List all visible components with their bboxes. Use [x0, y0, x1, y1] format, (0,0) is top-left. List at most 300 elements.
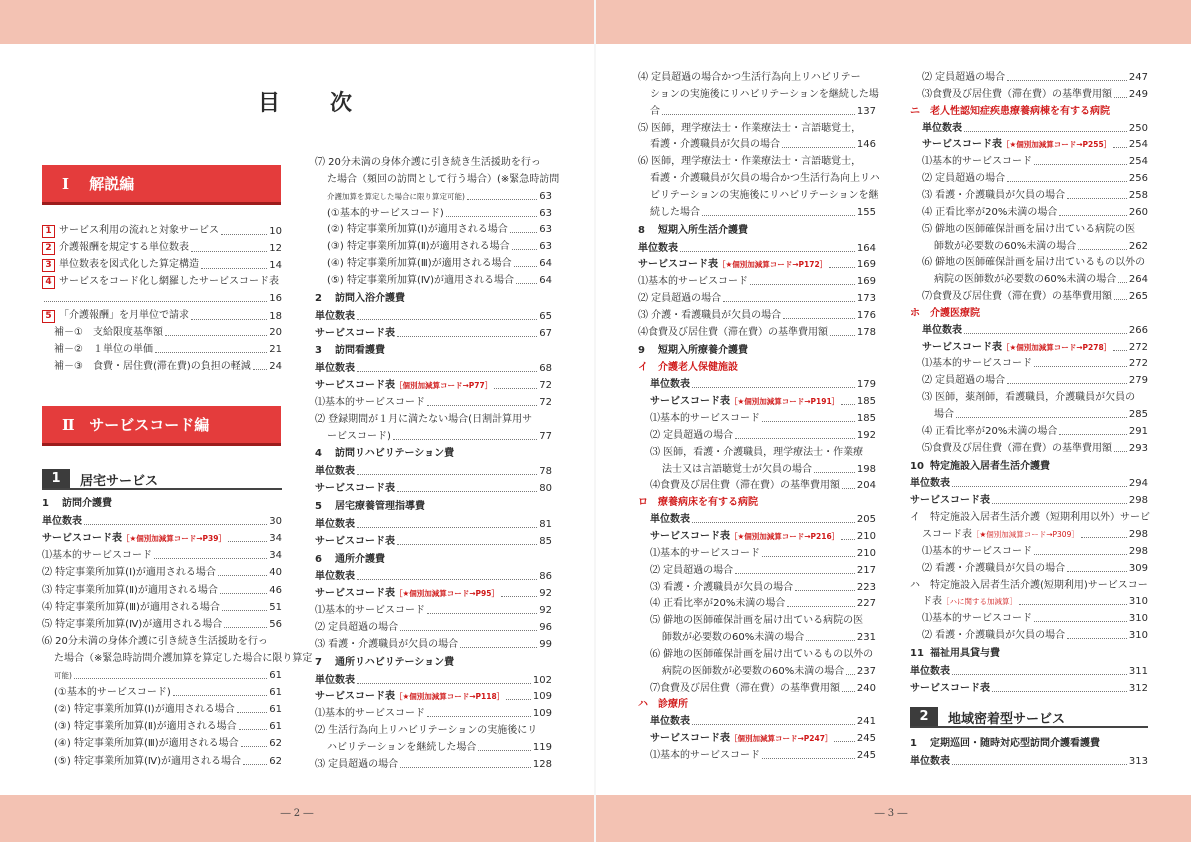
entry-text: 単位数表 [315, 466, 355, 478]
toc-entry [922, 342, 1148, 354]
toc-entry [922, 139, 1148, 151]
entry-title [54, 704, 235, 716]
page-ref: 291 [1128, 425, 1148, 437]
entry-text: ⑶ 医師，薬剤師，看護職員，介護職員が欠員の [922, 392, 1136, 404]
entry-title [315, 675, 355, 687]
toc-entry [315, 363, 552, 375]
toc-entry [327, 742, 552, 754]
part-1-label: 解説編 [89, 175, 135, 193]
dot-leader [830, 335, 855, 336]
entry-text: 単位数表 [315, 363, 355, 375]
entry-text: 単位数表 [650, 514, 690, 526]
entry-title [650, 615, 863, 626]
dot-leader [173, 695, 267, 696]
section-number: 1 [42, 469, 70, 489]
category-heading: ロ 療養病床を有する病院 [638, 497, 758, 509]
page-ref: 34 [269, 533, 282, 545]
page-ref: 254 [1128, 156, 1148, 168]
toc-entry [910, 683, 1148, 695]
entry-title [327, 174, 559, 185]
entry-text: ⑵ 特定事業所加算(Ⅰ)が適用される場合 [42, 567, 216, 579]
entry-title [922, 257, 1145, 268]
subsection-title: 通所介護費 [335, 553, 385, 565]
page-ref: 258 [1128, 189, 1148, 201]
entry-text: ド表 [922, 596, 942, 608]
subsection-heading [638, 225, 748, 237]
entry-title [42, 310, 189, 323]
dot-leader [357, 579, 537, 580]
subsection-number: 5 [315, 501, 322, 512]
dot-leader [692, 724, 855, 725]
page-ref: 21 [269, 344, 282, 355]
entry-text: ⑴基本的サービスコード [42, 550, 152, 562]
section-number: 2 [910, 707, 938, 727]
dot-leader [400, 767, 531, 768]
dot-leader [662, 114, 855, 115]
dot-leader [1118, 282, 1127, 283]
entry-text: 単位数表 [650, 379, 690, 391]
dot-leader [952, 486, 1127, 487]
page-ref: 240 [856, 682, 876, 694]
subsection-title: 短期入所生活介護費 [658, 224, 748, 236]
page-ref: 92 [539, 605, 552, 617]
toc-entry [54, 756, 282, 768]
entry-text: 補－① 支給限度基準額 [54, 327, 163, 338]
page-ref: 72 [539, 396, 552, 408]
dot-leader [842, 691, 855, 692]
toc-entry [54, 687, 282, 699]
entry-text: ハビリテーションを継続した場合 [327, 741, 477, 753]
entry-title [327, 258, 512, 270]
page-ref: 64 [539, 258, 552, 270]
entry-text: ⑹ 僻地の医師確保計画を届け出ているもの以外の [650, 648, 874, 660]
subsection-number: 4 [315, 448, 322, 460]
entry-title [650, 139, 780, 151]
dot-leader [1034, 366, 1127, 367]
entry-title [650, 649, 873, 660]
entry-title [650, 565, 733, 577]
subsection-number: 9 [638, 344, 645, 356]
page-ref: 92 [539, 588, 552, 600]
entry-title [650, 413, 760, 425]
toc-entry [42, 533, 282, 545]
page-ref: 294 [1128, 478, 1148, 490]
entry-text: 法士又は言語聴覚士が欠員の場合 [662, 463, 812, 475]
page-ref: 68 [539, 363, 552, 375]
toc-entry [934, 409, 1148, 421]
entry-note: ［★個別加減算コード→P39］ [122, 534, 226, 544]
toc-entry [315, 622, 552, 634]
dot-leader [846, 674, 855, 675]
subsection-title: 福祉用具貸与費 [930, 647, 1000, 659]
dot-leader [357, 683, 531, 684]
entry-title [315, 311, 355, 323]
page-ref: 205 [856, 514, 876, 526]
page-ref: 30 [269, 516, 282, 528]
entry-text: ⑸ 僻地の医師確保計画を届け出ている病院の医 [922, 223, 1136, 235]
entry-text: ⑵ 登録期間が１月に満たない場合(日割計算用サ [315, 413, 533, 425]
entry-text: スコード表 [922, 528, 972, 540]
entry-text: 師数が必要数の60%未満の場合 [934, 240, 1077, 252]
toc-entry [315, 466, 552, 478]
entry-title [42, 602, 220, 614]
entry-title [650, 733, 832, 745]
entry-title [922, 358, 1032, 370]
page-ref: 298 [1128, 528, 1148, 540]
toc-entry [42, 259, 282, 272]
entry-text: サービスコード表 [315, 691, 395, 703]
dot-leader [357, 319, 537, 320]
entry-text: サービスコード表 [315, 380, 395, 392]
page-ref: 173 [856, 293, 876, 305]
dot-leader [427, 405, 537, 406]
toc-entry [327, 191, 552, 203]
entry-title [315, 639, 458, 651]
page-ref: 67 [539, 327, 552, 339]
dot-leader [692, 522, 855, 523]
dot-leader [787, 606, 855, 607]
entry-title [638, 310, 781, 322]
dot-leader [228, 541, 267, 542]
page-ref: 185 [856, 413, 876, 424]
toc-entry [922, 173, 1148, 185]
entry-note: 可能) [54, 671, 72, 680]
toc-entry [922, 89, 1148, 101]
toc-entry [910, 580, 1148, 592]
page-ref: 62 [269, 738, 282, 750]
toc-entry [910, 756, 1148, 768]
toc-entry [327, 275, 552, 287]
dot-leader [467, 199, 537, 200]
entry-text: ⑶ 看護・介護職員が欠員の場合 [315, 638, 459, 650]
entry-note: ［★個別加減算コード→P191］ [730, 397, 840, 407]
entry-text: ⑴基本的サービスコード [650, 547, 760, 559]
dot-leader [506, 699, 531, 700]
toc-entry [922, 546, 1148, 558]
entry-title [650, 190, 879, 201]
entry-text: (②) 特定事業所加算(Ⅰ)が適用される場合 [54, 704, 235, 716]
toc-entry [315, 708, 552, 720]
toc-entry [922, 613, 1148, 625]
entry-text: ションの実施後にリハビリテーションを継続した場 [650, 88, 879, 100]
toc-entry [922, 190, 1148, 202]
entry-title [54, 721, 237, 733]
entry-title [638, 156, 861, 167]
page-ref: 247 [1128, 72, 1148, 83]
dot-leader [952, 674, 1127, 675]
entry-text: ⑹ 医師，理学療法士・作業療法士・言語聴覚士， [638, 156, 862, 168]
page-ref: 80 [539, 483, 552, 495]
toc-entry [638, 327, 876, 339]
toc-entry [922, 529, 1148, 541]
entry-title [922, 173, 1005, 185]
dot-leader [1007, 80, 1127, 81]
page-ref: 285 [1128, 409, 1148, 420]
toc-entry [42, 550, 282, 562]
entry-title [42, 636, 268, 647]
page-ref: 210 [856, 547, 876, 559]
toc-entry [42, 602, 282, 614]
toc-entry [42, 516, 282, 528]
entry-text: ⑴基本的サービスコード [922, 545, 1032, 557]
page-ref: 85 [539, 535, 552, 547]
entry-title [54, 361, 251, 373]
toc-entry [315, 328, 552, 340]
toc-entry [922, 443, 1148, 455]
dot-leader [239, 729, 268, 730]
page-ref: 262 [1128, 240, 1148, 252]
dot-leader [191, 251, 267, 252]
entry-title [650, 598, 785, 610]
subsection-number: 2 [315, 292, 322, 304]
toc-entry [315, 397, 552, 409]
toc-entry [922, 596, 1148, 608]
entry-title [650, 173, 880, 184]
entry-text: ⑶食費及び居住費（滞在費）の基準費用額 [922, 88, 1112, 100]
entry-text: 介護報酬を規定する単位数表 [59, 242, 189, 253]
toc-entry [650, 447, 876, 459]
dot-leader [478, 750, 531, 751]
entry-title [54, 756, 241, 768]
entry-text: ⑵ 定員超過の場合 [922, 72, 1006, 83]
page-ref: 96 [539, 621, 552, 633]
entry-text: 看護・介護職員が欠員の場合かつ生活行為向上リハ [650, 173, 880, 185]
entry-text: ⑷ 正看比率が20%未満の場合 [922, 206, 1058, 218]
subsection-heading [42, 498, 112, 510]
section-heading [910, 707, 1065, 727]
entry-text: た場合 [54, 652, 84, 664]
entry-title [42, 567, 216, 579]
entry-title [922, 596, 1017, 608]
section-rule [910, 726, 1148, 728]
page-ref: 51 [269, 601, 282, 613]
entry-text: ⑵ 生活行為向上リハビリテーションの実施後にリ [315, 725, 538, 737]
dot-leader [702, 215, 855, 216]
toc-entry [42, 293, 282, 305]
page-ref: 164 [856, 242, 876, 254]
dot-leader [1113, 147, 1127, 148]
dot-leader [762, 758, 855, 759]
dot-leader [964, 333, 1127, 334]
entry-title [54, 653, 312, 664]
toc-entry [327, 431, 552, 443]
page-ref: 77 [539, 430, 552, 442]
subsection-number: 1 [910, 738, 917, 749]
page-ref: 99 [539, 638, 552, 650]
page-ref: 254 [1128, 139, 1148, 151]
entry-title [650, 447, 863, 458]
entry-text: 単位数表 [315, 518, 355, 530]
entry-text: ⑺食費及び居住費（滞在費）の基準費用額 [650, 682, 840, 694]
toc-entry [315, 380, 552, 392]
toc-entry [54, 344, 282, 356]
toc-entry [42, 225, 282, 238]
page-ref: 128 [532, 758, 552, 770]
toc-entry [54, 327, 282, 339]
page-ref: 179 [856, 379, 876, 391]
page-ref: 78 [539, 466, 552, 478]
entry-title [922, 123, 962, 135]
entry-text: 「介護報酬」を月単位で請求 [59, 310, 189, 321]
entry-title [922, 443, 1112, 455]
toc-entry [315, 725, 552, 737]
page-ref: 34 [269, 550, 282, 562]
dot-leader [842, 488, 855, 489]
subsection-heading [910, 461, 1050, 473]
part-2-number: Ⅱ [62, 416, 75, 434]
entry-text: 単位数表 [922, 122, 962, 134]
section-heading [42, 469, 158, 489]
entry-text: ⑷食費及び居住費（滞在費）の基準費用額 [650, 480, 840, 492]
toc-entry [650, 396, 876, 408]
entry-title [42, 516, 82, 528]
entry-text: 単位数表 [910, 478, 950, 490]
page-ref: 146 [856, 139, 876, 151]
page-ref: 204 [856, 480, 876, 492]
page-ref: 63 [539, 207, 552, 219]
entry-text: (⑤) 特定事業所加算(Ⅳ)が適用される場合 [54, 755, 241, 767]
entry-title [922, 156, 1032, 168]
toc-entry [922, 630, 1148, 642]
page-ref: 264 [1128, 274, 1148, 286]
entry-title [638, 123, 861, 134]
page-ref: 63 [539, 190, 552, 202]
entry-title [42, 550, 152, 562]
page-ref: 210 [856, 530, 876, 542]
subsection-heading [315, 448, 454, 460]
entry-title [922, 190, 1065, 202]
page-ref: 198 [856, 463, 876, 475]
page-ref: 18 [269, 311, 282, 322]
toc-entry [638, 310, 876, 322]
dot-leader [964, 131, 1127, 132]
dot-leader [514, 266, 538, 267]
toc-entry [42, 567, 282, 579]
toc-entry [42, 242, 282, 255]
entry-title [315, 466, 355, 478]
entry-text: 単位数表 [638, 242, 678, 254]
subsection-heading [910, 738, 1100, 750]
page-ref: 62 [269, 755, 282, 767]
entry-title [315, 725, 537, 736]
page-ref: 137 [856, 105, 876, 117]
page-ref: 20 [269, 327, 282, 338]
entry-title [315, 483, 395, 495]
entry-text: た場合（頻回の訪問として行う場合） [327, 173, 497, 185]
page-ref: 46 [269, 584, 282, 596]
entry-title [315, 622, 398, 634]
entry-note: ［ハに関する加減算］ [942, 597, 1017, 607]
entry-title [662, 632, 804, 644]
entry-title [315, 380, 492, 392]
entry-title [638, 293, 721, 305]
entry-title [922, 224, 1135, 235]
subsection-title: 訪問リハビリテーション費 [335, 448, 455, 460]
entry-title [922, 630, 1065, 642]
entry-title [922, 139, 1111, 151]
toc-entry [327, 224, 552, 236]
entry-title [910, 756, 950, 768]
toc-entry [315, 571, 552, 583]
section-title: 居宅サービス [80, 473, 159, 489]
entry-title [922, 72, 1005, 84]
page-ref: 63 [539, 241, 552, 253]
dot-leader [218, 575, 267, 576]
entry-title [315, 708, 425, 720]
toc-entry [650, 480, 876, 492]
toc-entry [315, 157, 552, 169]
entry-text: ⑶ 特定事業所加算(Ⅱ)が適用される場合 [42, 584, 218, 596]
entry-title [650, 396, 839, 408]
page-ref: 245 [856, 750, 876, 761]
dot-leader [723, 301, 855, 302]
entry-title [922, 342, 1111, 354]
entry-title [315, 588, 499, 600]
page-ref: 178 [856, 326, 876, 338]
section-rule [42, 488, 282, 490]
page-ref: 63 [539, 224, 552, 236]
toc-entry [650, 615, 876, 627]
page-ref: 185 [856, 396, 876, 408]
entry-title [662, 666, 844, 678]
toc-entry [327, 173, 560, 186]
dot-leader [201, 268, 267, 269]
entry-text: ⑵ 定員超過の場合 [315, 621, 399, 633]
toc-entry [650, 733, 876, 745]
entry-text: サービスコード表 [910, 682, 990, 694]
dot-leader [393, 439, 537, 440]
entry-title [934, 409, 954, 421]
entry-title [650, 207, 700, 219]
page-ref: 169 [856, 276, 876, 288]
toc-entry [42, 276, 282, 289]
entry-title [922, 529, 1079, 541]
toc-entry [922, 375, 1148, 387]
entry-title [650, 683, 840, 695]
chapter-number-box: 5 [42, 310, 55, 323]
entry-text: ⑶ 看護・介護職員が欠員の場合 [922, 189, 1066, 201]
page-ref: 311 [1128, 665, 1148, 677]
page-ref: 155 [856, 206, 876, 218]
entry-text: 単位数表 [910, 756, 950, 767]
toc-entry [934, 241, 1148, 253]
page-ref: 227 [856, 598, 876, 610]
toc-entry [650, 514, 876, 526]
dot-leader [501, 596, 537, 597]
section-title: 地域密着型サービス [948, 711, 1066, 727]
toc-entry [922, 291, 1148, 303]
toc-entry [315, 605, 552, 617]
toc-entry [54, 704, 282, 716]
entry-text: ⑴基本的サービスコード [922, 156, 1032, 168]
entry-title [315, 759, 398, 771]
page-ref: 312 [1128, 682, 1148, 694]
dot-leader [992, 503, 1127, 504]
toc-entry [54, 652, 313, 665]
toc-entry [650, 531, 876, 543]
toc-entry [315, 414, 552, 426]
toc-entry [650, 430, 876, 442]
entry-text: 単位数表 [42, 516, 82, 528]
toc-entry [650, 207, 876, 219]
entry-text: ⑵ 定員超過の場合 [922, 375, 1006, 387]
dot-leader [1059, 215, 1127, 216]
entry-title [42, 242, 189, 255]
entry-text: 単位数表 [315, 571, 355, 583]
page-gutter [594, 0, 596, 842]
subsection-number: 10 [910, 460, 924, 472]
toc-entry [638, 72, 876, 84]
